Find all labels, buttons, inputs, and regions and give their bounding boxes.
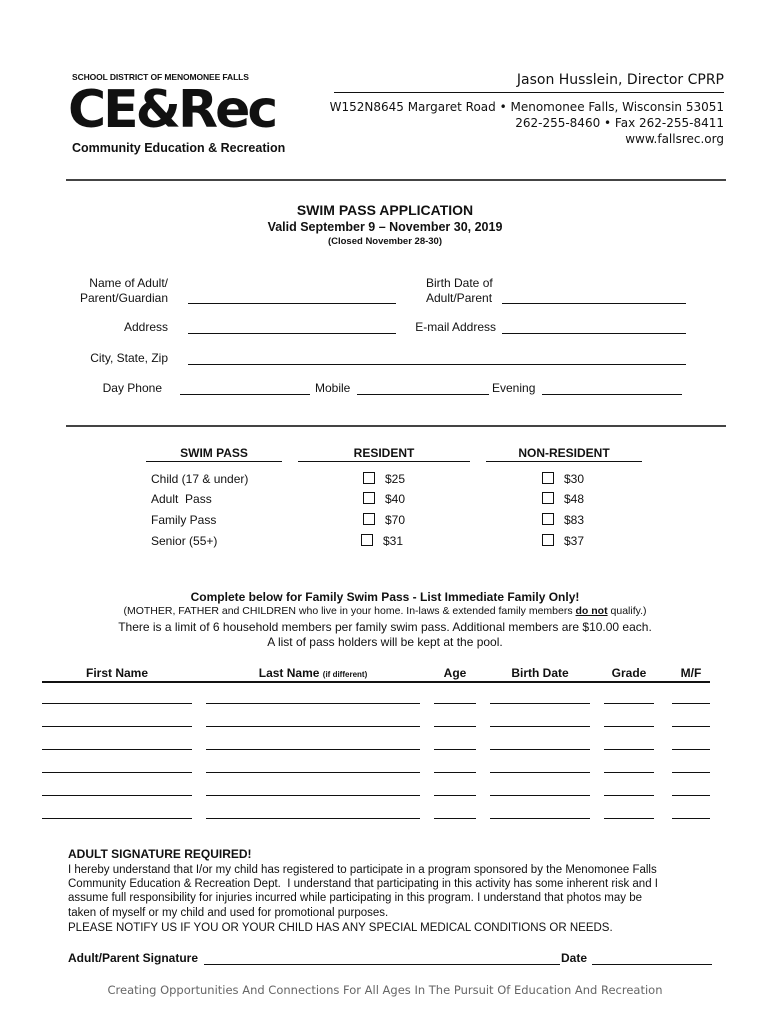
last-name-field[interactable] [206,818,420,819]
form-divider [66,425,726,427]
resident-senior-checkbox[interactable] [361,534,373,546]
waiver-line: assume full responsibility for injuries incurred while participating in this program. I understand that photos may be [68,892,643,904]
nonresident-child-price: $30 [564,472,585,486]
resident-adult-price: $40 [385,492,406,506]
mf-header: M/F [680,666,702,680]
name-field[interactable] [188,303,396,304]
last-name-field[interactable] [206,703,420,704]
medical-notice: PLEASE NOTIFY US IF YOU OR YOUR CHILD HAS ANY SPECIAL MEDICAL CONDITIONS OR NEEDS. [68,922,613,934]
website: www.fallsrec.org [625,132,724,146]
family-table-header-rule [42,681,710,683]
grade-field[interactable] [604,749,654,750]
day-phone-label: Day Phone [102,381,162,395]
age-field[interactable] [434,795,476,796]
grade-field[interactable] [604,703,654,704]
mf-field[interactable] [672,772,710,773]
city-field[interactable] [188,364,686,365]
grade-field[interactable] [604,726,654,727]
grade-field[interactable] [604,818,654,819]
birth-date-header: Birth Date [511,666,569,680]
first-name-field[interactable] [42,795,192,796]
birth-date-field[interactable] [490,818,590,819]
nonresident-family-price: $83 [564,513,585,527]
signature-label: Adult/Parent Signature [68,951,199,965]
nonresident-senior-checkbox[interactable] [542,534,554,546]
age-header: Age [443,666,467,680]
first-name-field[interactable] [42,749,192,750]
mf-field[interactable] [672,703,710,704]
day-phone-field[interactable] [180,394,310,395]
waiver-line: I hereby understand that I/or my child has registered to participate in a program sponsored by the Menomonee Falls [68,864,657,876]
age-field[interactable] [434,726,476,727]
family-note: (MOTHER, FATHER and CHILDREN who live in your home. In-laws & extended family members do not qualify.) [123,605,647,617]
address-label: Address [123,320,168,334]
mf-field[interactable] [672,795,710,796]
swim-pass-header: SWIM PASS [180,446,248,460]
waiver-line: taken of myself or my child and used for promotional purposes. [68,907,389,919]
nonresident-adult-price: $48 [564,492,585,506]
swim-pass-header-rule [146,461,282,462]
birth-date-field[interactable] [502,303,686,304]
age-field[interactable] [434,818,476,819]
birth-date-field[interactable] [490,772,590,773]
family-limit: There is a limit of 6 household members per family swim pass. Additional members are $10.00 each. [118,620,652,634]
nonresident-header-rule [486,461,642,462]
mf-field[interactable] [672,749,710,750]
address-field[interactable] [188,333,396,334]
birth-date-field[interactable] [490,795,590,796]
resident-header: RESIDENT [353,446,415,460]
last-name-field[interactable] [206,749,420,750]
city-label: City, State, Zip [90,351,168,365]
resident-child-price: $25 [385,472,406,486]
pass-type-adult: Adult Pass [151,492,212,506]
valid-dates: Valid September 9 – November 30, 2019 [267,220,503,234]
do-not-emphasis: do not [575,605,608,617]
birth-date-field[interactable] [490,726,590,727]
resident-child-checkbox[interactable] [363,472,375,484]
closed-dates: (Closed November 28-30) [327,236,443,247]
grade-field[interactable] [604,772,654,773]
pass-type-family: Family Pass [151,513,217,527]
resident-family-price: $70 [385,513,406,527]
email-label: E-mail Address [415,320,496,334]
pass-type-child: Child (17 & under) [151,472,249,486]
form-title: SWIM PASS APPLICATION [296,202,474,218]
resident-header-rule [298,461,470,462]
first-name-field[interactable] [42,703,192,704]
phone-line: 262-255-8460 • Fax 262-255-8411 [515,116,724,130]
grade-header: Grade [611,666,647,680]
director-name: Jason Husslein, Director CPRP [516,72,724,88]
mobile-field[interactable] [357,394,489,395]
nonresident-family-checkbox[interactable] [542,513,554,525]
grade-field[interactable] [604,795,654,796]
age-field[interactable] [434,749,476,750]
date-field[interactable] [592,964,712,965]
resident-family-checkbox[interactable] [363,513,375,525]
signature-field[interactable] [204,964,560,965]
director-rule [334,92,724,93]
header-divider [66,179,726,181]
email-field[interactable] [502,333,686,334]
evening-field[interactable] [542,394,682,395]
birth-date-field[interactable] [490,749,590,750]
nonresident-senior-price: $37 [564,534,585,548]
date-label: Date [561,951,588,965]
first-name-header: First Name [85,666,149,680]
last-name-field[interactable] [206,726,420,727]
signature-heading: ADULT SIGNATURE REQUIRED! [68,847,252,861]
resident-senior-price: $31 [383,534,404,548]
evening-label: Evening [492,381,536,395]
last-name-header: Last Name (if different) [258,666,368,680]
first-name-field[interactable] [42,772,192,773]
mf-field[interactable] [672,818,710,819]
cerec-logo: CE&Rec [68,80,276,140]
footer-tagline: Creating Opportunities And Connections For All Ages In The Pursuit Of Education And Recreation [107,983,663,997]
address-line: W152N8645 Margaret Road • Menomonee Falls, Wisconsin 53051 [329,100,724,114]
age-field[interactable] [434,772,476,773]
district-name: SCHOOL DISTRICT OF MENOMONEE FALLS [72,72,249,82]
pass-holders-note: A list of pass holders will be kept at the pool. [267,635,503,649]
nonresident-child-checkbox[interactable] [542,472,554,484]
logo-subtitle: Community Education & Recreation [72,141,286,155]
waiver-line: Community Education & Recreation Dept. I understand that participating in this activity has some inherent risk and I [68,878,658,890]
last-name-field[interactable] [206,795,420,796]
nonresident-header: NON-RESIDENT [518,446,610,460]
first-name-field[interactable] [42,726,192,727]
name-label: Name of Adult/ Parent/Guardian [79,276,168,305]
resident-adult-checkbox[interactable] [363,492,375,504]
pass-type-senior: Senior (55+) [151,534,218,548]
age-field[interactable] [434,703,476,704]
last-name-field[interactable] [206,772,420,773]
first-name-field[interactable] [42,818,192,819]
nonresident-adult-checkbox[interactable] [542,492,554,504]
mobile-label: Mobile [315,381,351,395]
birth-date-field[interactable] [490,703,590,704]
family-heading: Complete below for Family Swim Pass - List Immediate Family Only! [190,590,580,604]
mf-field[interactable] [672,726,710,727]
birth-date-label: Birth Date of Adult/Parent [426,276,493,305]
